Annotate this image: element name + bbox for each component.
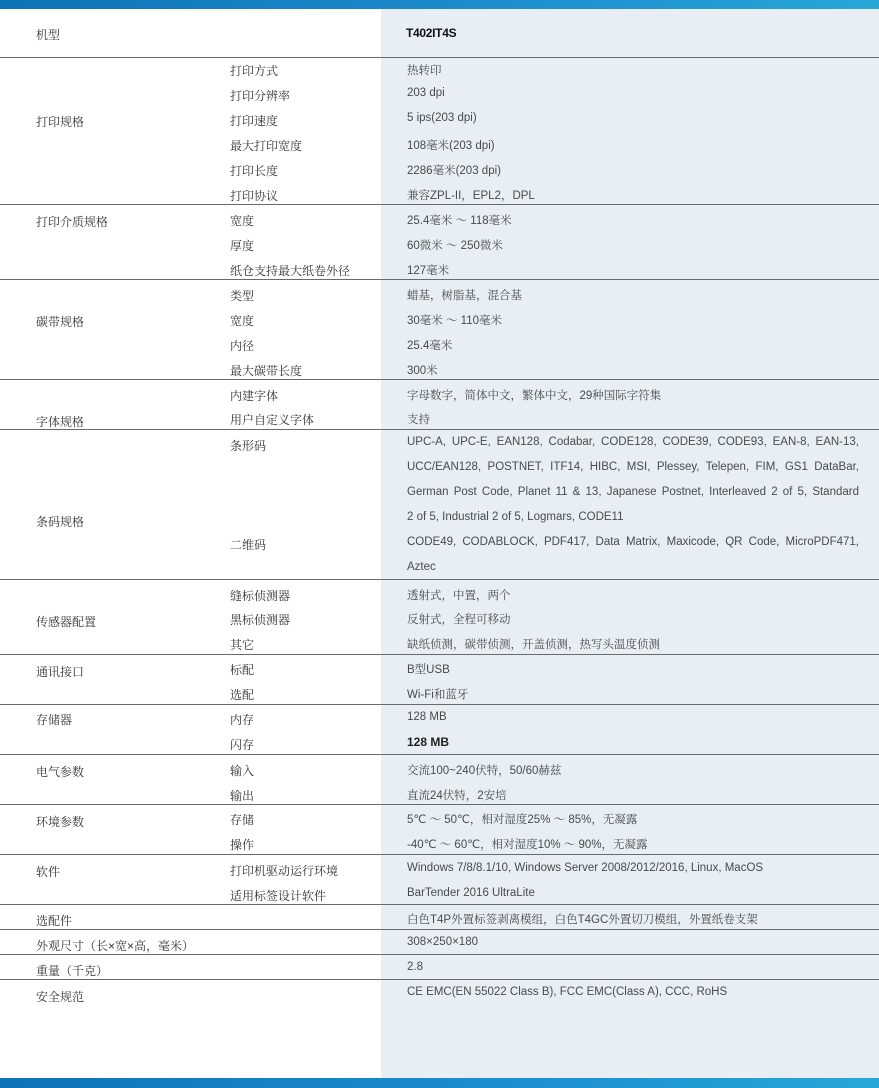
spec-label: 存储	[230, 813, 255, 827]
barcode-line: German Post Code, Planet 11 & 13, Japanese Postnet, Interleaved 2 of 5, Standard	[407, 486, 859, 498]
spec-label: 标配	[230, 663, 255, 677]
row-divider	[0, 854, 879, 855]
barcode-1d-list	[407, 430, 859, 530]
row-divider	[0, 754, 879, 755]
spec-value: 60微米 ～ 250微米	[407, 240, 503, 252]
category-media-spec: 打印介质规格	[36, 215, 109, 229]
spec-value: 白色T4P外置标签剥离模组，白色T4GC外置切刀模组，外置纸卷支架	[407, 914, 758, 926]
spec-value: Wi-Fi和蓝牙	[407, 689, 469, 701]
spec-label: 条形码	[230, 439, 267, 453]
spec-value: 25.4毫米	[407, 340, 453, 352]
category-environment: 环境参数	[36, 815, 85, 829]
spec-value: 透射式，中置，两个	[407, 590, 511, 602]
row-divider	[0, 654, 879, 655]
spec-value: 108毫米(203 dpi)	[407, 140, 495, 152]
spec-value: 203 dpi	[407, 87, 445, 99]
row-divider	[0, 979, 879, 980]
spec-value: 热转印	[407, 65, 442, 77]
spec-value: B型USB	[407, 664, 450, 676]
row-divider	[0, 904, 879, 905]
spec-label: 打印机驱动运行环境	[230, 864, 339, 878]
spec-label: 适用标签设计软件	[230, 889, 327, 903]
spec-value: 兼容ZPL-II，EPL2，DPL	[407, 190, 535, 202]
spec-value: CE EMC(EN 55022 Class B), FCC EMC(Class A), CCC, RoHS	[407, 986, 728, 998]
barcode-line: UPC-A, UPC-E, EAN128, Codabar, CODE128, CODE39, CODE93, EAN-8, EAN-13,	[407, 436, 859, 448]
row-divider	[0, 954, 879, 955]
spec-value: 5 ips(203 dpi)	[407, 112, 477, 124]
spec-value: 5℃ ～ 50℃，相对湿度25% ～ 85%，无凝露	[407, 814, 638, 826]
table-header-row	[0, 9, 879, 57]
barcode-line: CODE49, CODABLOCK, PDF417, Data Matrix, Maxicode, QR Code, MicroPDF471,	[407, 536, 859, 548]
barcode-line: 2 of 5, Industrial 2 of 5, Logmars, CODE11	[407, 511, 624, 523]
spec-label: 其它	[230, 638, 255, 652]
model-label: 机型	[36, 28, 61, 42]
spec-value: 308×250×180	[407, 936, 478, 948]
spec-label: 宽度	[230, 314, 255, 328]
row-divider	[0, 704, 879, 705]
spec-value: BarTender 2016 UltraLite	[407, 887, 535, 899]
spec-value: 128 MB	[407, 735, 450, 749]
spec-label: 输入	[230, 764, 255, 778]
spec-value: 支持	[407, 414, 430, 426]
spec-label: 打印分辨率	[230, 89, 291, 103]
row-divider	[0, 57, 879, 58]
category-safety: 安全规范	[36, 990, 85, 1004]
spec-label: 选配	[230, 688, 255, 702]
spec-label: 闪存	[230, 738, 255, 752]
row-divider	[0, 929, 879, 930]
spec-label: 厚度	[230, 239, 255, 253]
spec-label: 用户自定义字体	[230, 413, 315, 427]
spec-value: 交流100~240伏特，50/60赫兹	[407, 765, 562, 777]
spec-value: 字母数字，简体中文，繁体中文，29种国际字符集	[407, 390, 662, 402]
row-divider	[0, 804, 879, 805]
spec-label: 最大打印宽度	[230, 139, 303, 153]
category-memory: 存储器	[36, 713, 73, 727]
category-ribbon-spec: 碳带规格	[36, 315, 85, 329]
category-software: 软件	[36, 865, 61, 879]
spec-value: 30毫米 ～ 110毫米	[407, 315, 503, 327]
spec-label: 二维码	[230, 538, 267, 552]
spec-label: 内建字体	[230, 389, 279, 403]
category-sensor-config: 传感器配置	[36, 615, 97, 629]
category-dimensions: 外观尺寸（长×宽×高，毫米）	[36, 939, 195, 953]
spec-label: 内存	[230, 713, 255, 727]
category-barcode-spec: 条码规格	[36, 515, 85, 529]
spec-label: 输出	[230, 789, 255, 803]
spec-label: 内径	[230, 339, 255, 353]
top-accent-bar	[0, 0, 879, 9]
row-divider	[0, 279, 879, 280]
barcode-line: UCC/EAN128, POSTNET, ITF14, HIBC, MSI, Plessey, Telepen, FIM, GS1 DataBar,	[407, 461, 859, 473]
spec-value: -40℃ ～ 60℃，相对湿度10% ～ 90%，无凝露	[407, 839, 648, 851]
spec-label: 打印协议	[230, 189, 279, 203]
model-value: T402IT4S	[406, 26, 457, 40]
spec-label: 打印方式	[230, 64, 279, 78]
spec-label: 最大碳带长度	[230, 364, 303, 378]
spec-value: 2.8	[407, 961, 423, 973]
category-print-spec: 打印规格	[36, 115, 85, 129]
barcode-line: Aztec	[407, 561, 436, 573]
bottom-accent-bar	[0, 1078, 879, 1088]
spec-label: 打印速度	[230, 114, 279, 128]
category-weight: 重量（千克）	[36, 964, 109, 978]
spec-value: 反射式，全程可移动	[407, 614, 511, 626]
spec-label: 打印长度	[230, 164, 279, 178]
spec-label: 宽度	[230, 214, 255, 228]
spec-value: 2286毫米(203 dpi)	[407, 165, 501, 177]
category-accessories: 选配件	[36, 914, 73, 928]
spec-value: 300米	[407, 365, 438, 377]
spec-value: Windows 7/8/8.1/10, Windows Server 2008/2012/2016, Linux, MacOS	[407, 862, 764, 874]
category-font-spec: 字体规格	[36, 415, 85, 429]
category-electrical: 电气参数	[36, 765, 85, 779]
spec-value: 25.4毫米 ～ 118毫米	[407, 215, 512, 227]
spec-label: 操作	[230, 838, 255, 852]
spec-label: 黑标侦测器	[230, 613, 291, 627]
category-interface: 通讯接口	[36, 665, 85, 679]
spec-label: 纸仓支持最大纸卷外径	[230, 264, 351, 278]
spec-value: 蜡基，树脂基，混合基	[407, 290, 522, 302]
row-divider	[0, 204, 879, 205]
spec-label: 类型	[230, 289, 255, 303]
row-divider	[0, 379, 879, 380]
spec-value: 127毫米	[407, 265, 450, 277]
spec-label: 缝标侦测器	[230, 589, 291, 603]
spec-value: 直流24伏特，2安培	[407, 790, 507, 802]
barcode-2d-list	[407, 530, 859, 580]
spec-value: 128 MB	[407, 711, 447, 723]
spec-value: 缺纸侦测，碳带侦测，开盖侦测，热写头温度侦测	[407, 639, 660, 651]
